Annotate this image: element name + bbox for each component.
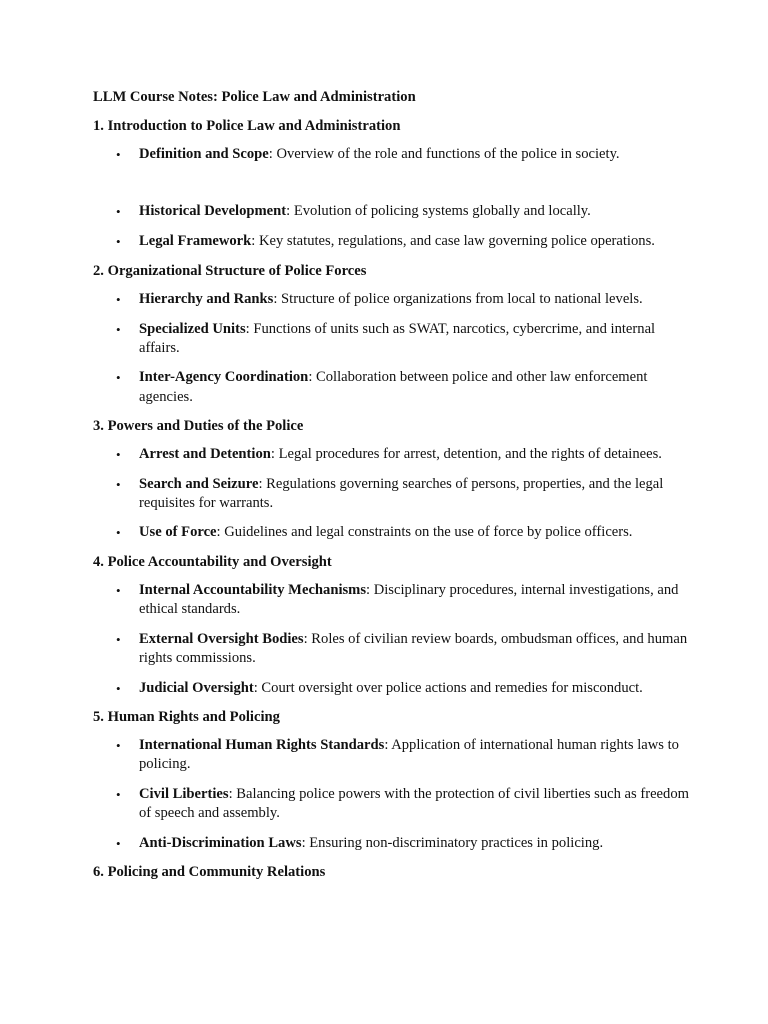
list-item [93,834,693,853]
item-description: : Guidelines and legal constraints on the use of force by police officers. [216,524,633,541]
item-description: : Balancing police powers with the protection of civil liberties such as freedom of speech and assembly. [139,785,689,822]
list-item [93,475,693,514]
list-item [93,581,693,620]
list-item [93,145,693,164]
section-5 [93,708,693,853]
list-item [93,785,693,824]
item-description: : Roles of civilian review boards, ombudsman offices, and human rights commissions. [139,630,688,667]
item-description: : Structure of police organizations from local to national levels. [273,291,643,308]
bullet-icon: • [116,631,121,647]
list-item [93,679,693,698]
item-description: : Application of international human rights laws to policing. [139,736,679,773]
item-description: : Regulations governing searches of persons, properties, and the legal requisites for warrants. [139,475,664,512]
bullet-list [93,445,693,543]
item-description: : Ensuring non-discriminatory practices in policing. [301,834,604,851]
section-2 [93,262,693,407]
list-item [93,736,693,775]
item-term: Internal Accountability Mechanisms [139,581,367,598]
item-description: : Court oversight over police actions and remedies for misconduct. [253,679,643,696]
item-term: Civil Liberties [139,785,229,802]
document-title: LLM Course Notes: Police Law and Administration [93,89,416,105]
item-term: Use of Force [139,524,217,541]
bullet-icon: • [116,582,121,598]
item-term: Arrest and Detention [139,446,271,463]
section-heading: 3. Powers and Duties of the Police [93,418,304,435]
list-item [93,320,693,359]
list-item [93,523,693,542]
item-description: : Overview of the role and functions of the police in society. [268,146,620,162]
document-sections [93,117,693,881]
bullet-icon: • [116,321,121,337]
list-item [93,368,693,407]
item-description: : Evolution of policing systems globally and locally. [286,203,591,220]
bullet-icon: • [116,737,121,753]
item-term: Legal Framework [139,232,252,249]
item-description: : Key statutes, regulations, and case law governing police operations. [251,232,655,249]
item-term: Specialized Units [139,320,246,337]
section-6 [93,863,693,881]
bullet-icon: • [116,233,121,249]
bullet-icon: • [116,525,121,541]
bullet-icon: • [116,292,121,308]
bullet-icon: • [116,680,121,696]
document-page [93,88,693,881]
section-heading: 5. Human Rights and Policing [93,708,280,725]
bullet-icon: • [116,786,121,802]
item-term: Inter-Agency Coordination [139,369,309,386]
bullet-icon: • [116,147,121,162]
item-term: Search and Seizure [139,475,259,492]
item-term: International Human Rights Standards [139,736,385,753]
item-description: : Collaboration between police and other law enforcement agencies. [139,369,648,405]
item-term: Judicial Oversight [139,679,254,696]
section-4 [93,553,693,698]
bullet-icon: • [116,835,121,851]
list-item [93,202,693,221]
item-description: : Legal procedures for arrest, detention, and the rights of detainees. [270,446,662,463]
section-heading: 1. Introduction to Police Law and Administration [93,118,401,134]
section-3 [93,417,693,543]
item-term: Anti-Discrimination Laws [139,834,302,851]
list-item [93,232,693,251]
item-term: Historical Development [139,203,287,220]
list-item [93,630,693,669]
item-term: Hierarchy and Ranks [139,291,274,308]
bullet-icon: • [116,447,121,463]
section-1 [93,117,693,251]
bullet-icon: • [116,204,121,220]
list-item [93,290,693,309]
item-description: : Functions of units such as SWAT, narcotics, cybercrime, and internal affairs. [139,320,656,357]
bullet-icon: • [116,476,121,492]
item-description: : Disciplinary procedures, internal investigations, and ethical standards. [139,581,679,618]
list-item [93,445,693,464]
section-heading: 6. Policing and Community Relations [93,863,326,880]
bullet-list [93,581,693,698]
bullet-list [93,145,693,251]
section-heading: 2. Organizational Structure of Police Forces [93,263,367,280]
section-heading: 4. Police Accountability and Oversight [93,553,332,570]
bullet-list [93,736,693,853]
item-term: External Oversight Bodies [139,630,304,647]
bullet-icon: • [116,370,121,386]
bullet-list [93,290,693,407]
item-term: Definition and Scope [139,146,269,162]
